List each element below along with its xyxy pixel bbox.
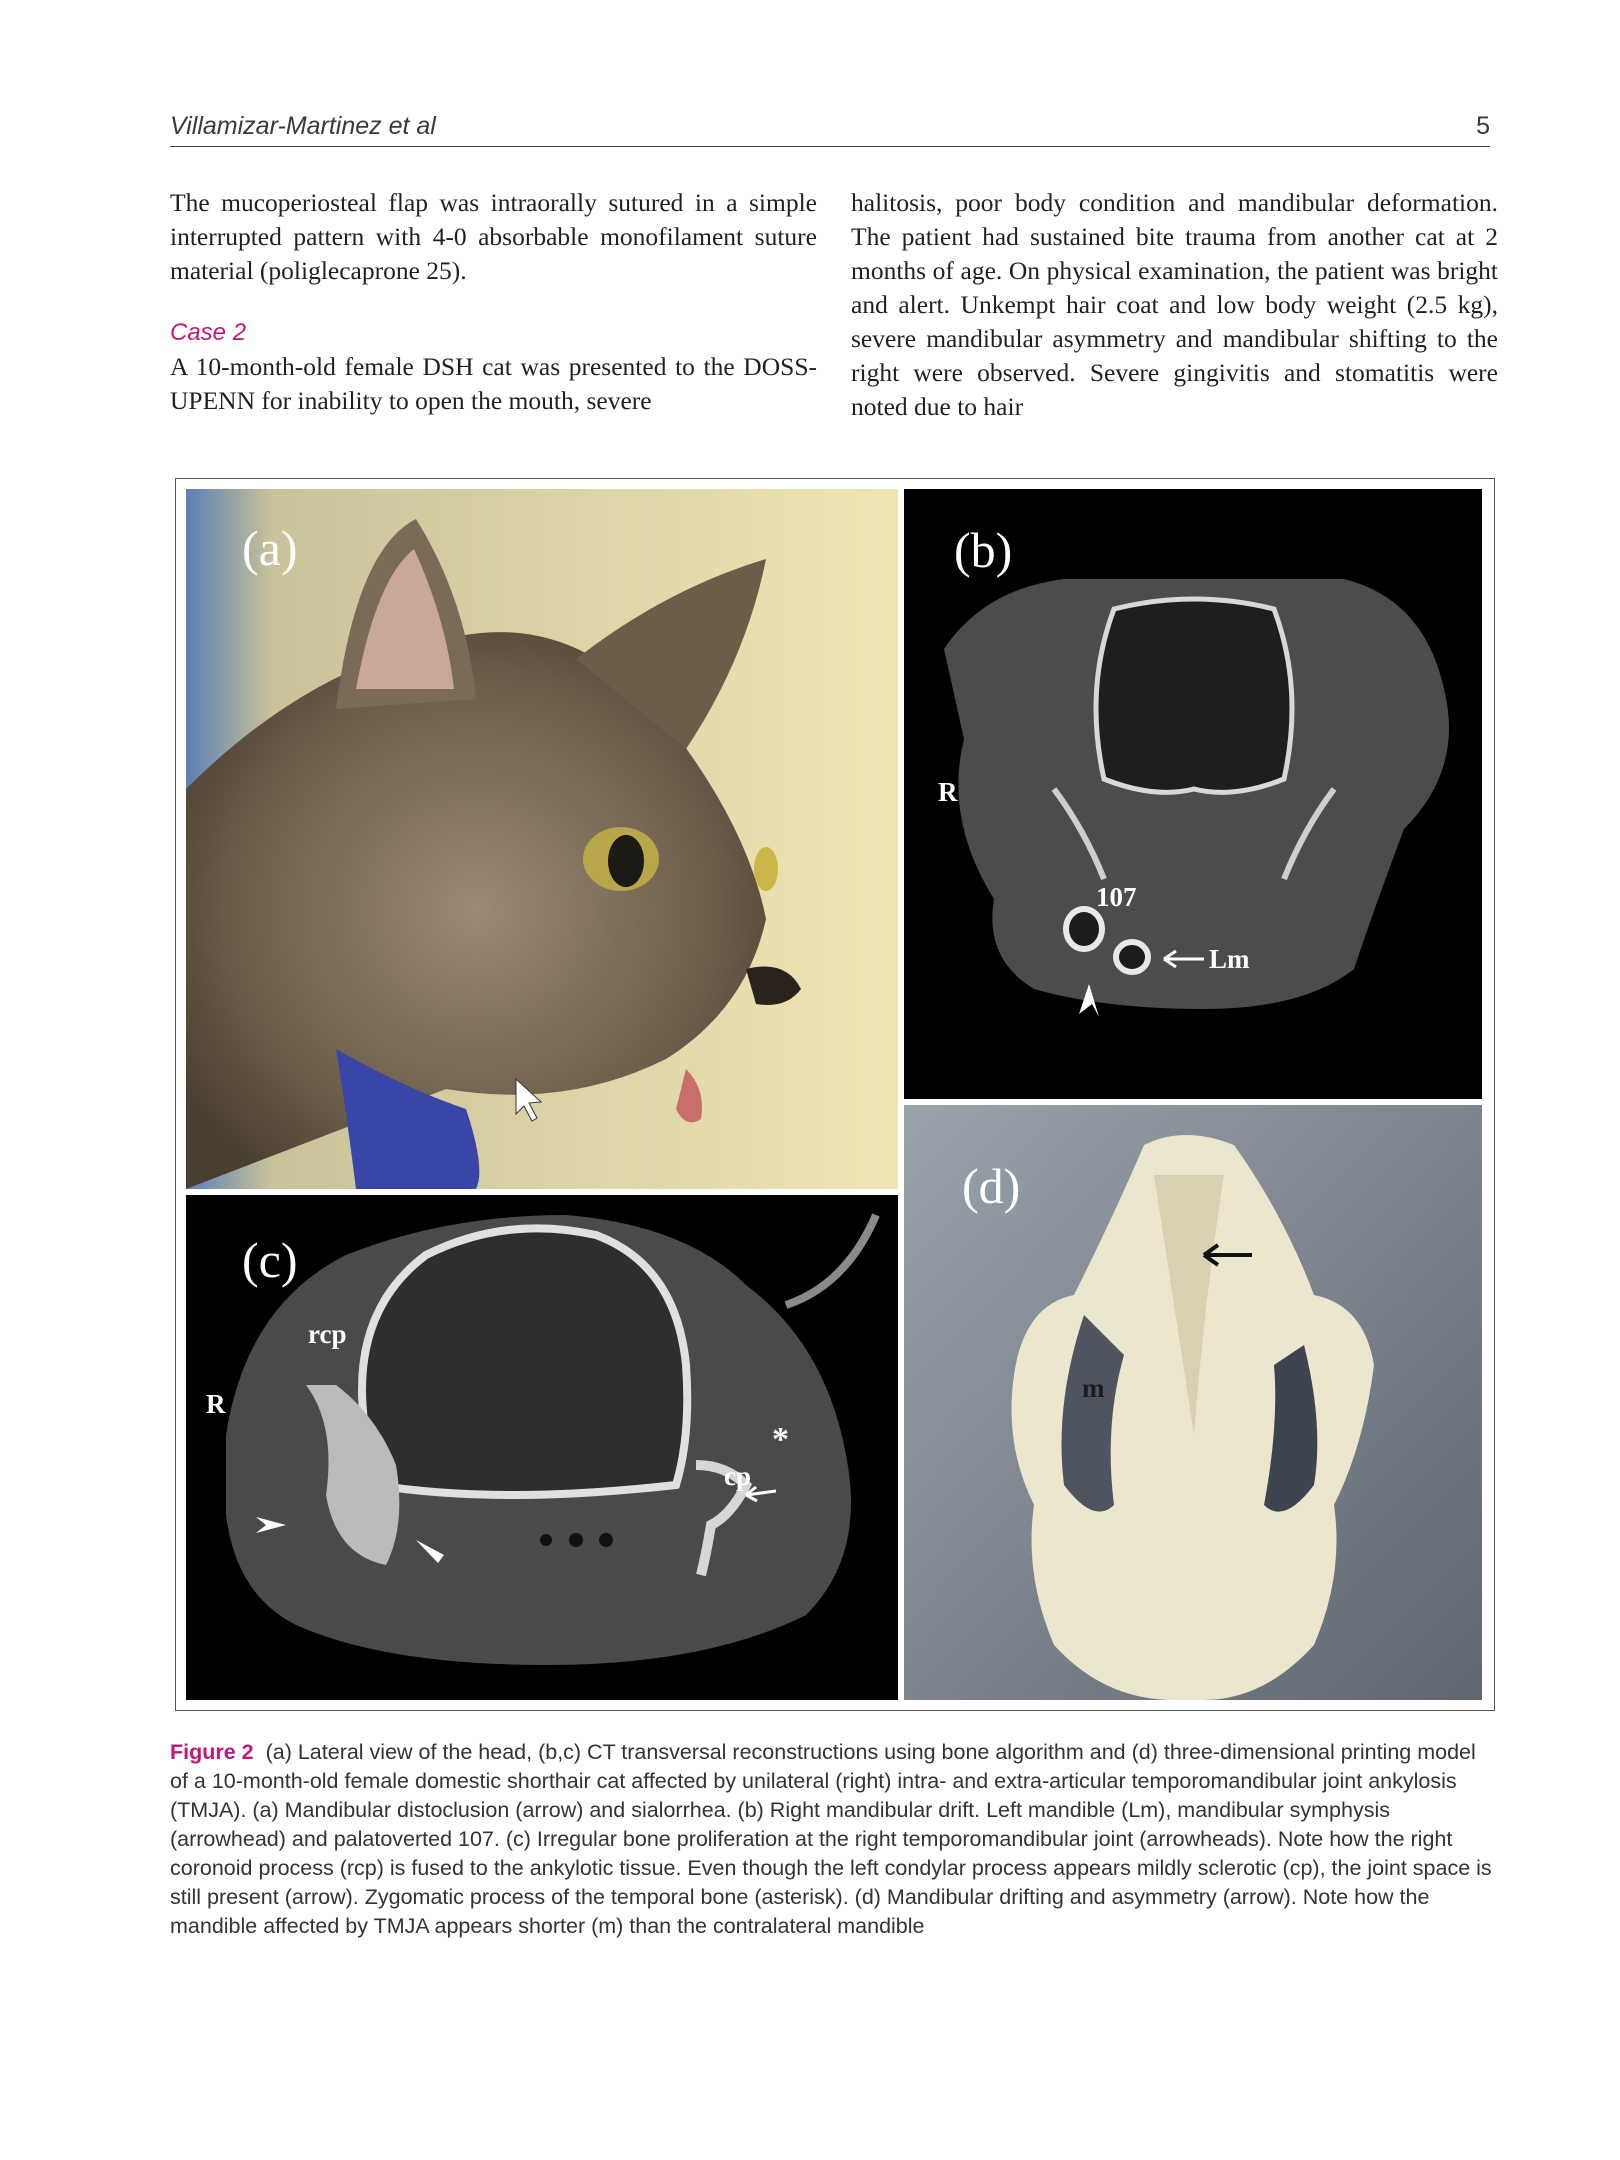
page-number: 5: [1476, 112, 1490, 140]
panel-a-label: (a): [242, 520, 298, 576]
figure-2: [175, 478, 1495, 1711]
ct-scan-b-image: [904, 489, 1482, 1099]
running-header-authors: Villamizar-Martinez et al: [170, 112, 436, 140]
panel-d-m-marker: m: [1082, 1373, 1105, 1403]
panel-a-cat-photo: [186, 489, 898, 1189]
panel-c-rcp-marker: rcp: [308, 1319, 347, 1349]
paragraph-case-2-intro: A 10-month-old female DSH cat was presented to the DOSS-UPENN for inability to open the mouth, severe: [170, 352, 817, 415]
panel-c-ct-scan: [186, 1195, 898, 1700]
running-header: [170, 110, 1490, 147]
panel-d-3d-model: [904, 1105, 1482, 1700]
figure-2-caption-text: (a) Lateral view of the head, (b,c) CT transversal reconstructions using bone algorithm and (d) three-dimensional printing model of a 10-month-old female domestic shorthair cat affected by unilateral (right) intra- and extra-articular temporomandibular joint ankylosis (TMJA). (a) Mandibular distoclusion (arrow) and sialorrhea. (b) Right mandibular drift. Left mandible (Lm), mandibular symphysis (arrowhead) and palatoverted 107. (c) Irregular bone proliferation at the right temporomandibular joint (arrowheads). Note how the right coronoid process (rcp) is fused to the ankylotic tissue. Even though the left condylar process appears mildly sclerotic (cp), the joint space is still present (arrow). Zygomatic process of the temporal bone (asterisk). (d) Mandibular drifting and asymmetry (arrow). Note how the mandible affected by TMJA appears shorter (m) than the contralateral mandible: [170, 1740, 1492, 1938]
panel-c-right-side-marker: R: [206, 1389, 226, 1419]
panel-b-tooth-107-marker: 107: [1096, 882, 1137, 912]
panel-c-label: (c): [242, 1232, 298, 1288]
right-column: [851, 186, 1498, 424]
figure-2-caption-label: Figure 2: [170, 1740, 254, 1764]
panel-b-lm-marker: Lm: [1209, 944, 1250, 974]
ct-b-nasal-cavity: [1096, 599, 1292, 792]
paragraph-flap-suture: The mucoperiosteal flap was intraorally sutured in a simple interrupted pattern with 4-0 absorbable monofilament suture material (poliglecaprone 25).: [170, 188, 817, 285]
figure-2-caption: [170, 1738, 1492, 1941]
panel-b-label: (b): [954, 522, 1013, 578]
paragraph-case-2-exam: halitosis, poor body condition and mandibular deformation. The patient had sustained bite trauma from another cat at 2 months of age. On physical examination, the patient was bright and alert. Unkempt hair coat and low body weight (2.5 kg), severe mandibular asymmetry and mandibular shifting to the right were observed. Severe gingivitis and stomatitis were noted due to hair: [851, 188, 1498, 421]
panel-c-zygomatic-asterisk: *: [772, 1421, 789, 1458]
left-column: [170, 186, 817, 418]
ct-c-cranium: [362, 1228, 687, 1495]
panel-c-cp-marker: cp: [724, 1461, 751, 1491]
panel-d-label: (d): [962, 1158, 1021, 1214]
panel-b-ct-scan: [904, 489, 1482, 1099]
panel-b-right-side-marker: R: [938, 777, 958, 807]
cat-photo-image: [186, 489, 898, 1189]
case-2-heading: Case 2: [170, 319, 247, 346]
